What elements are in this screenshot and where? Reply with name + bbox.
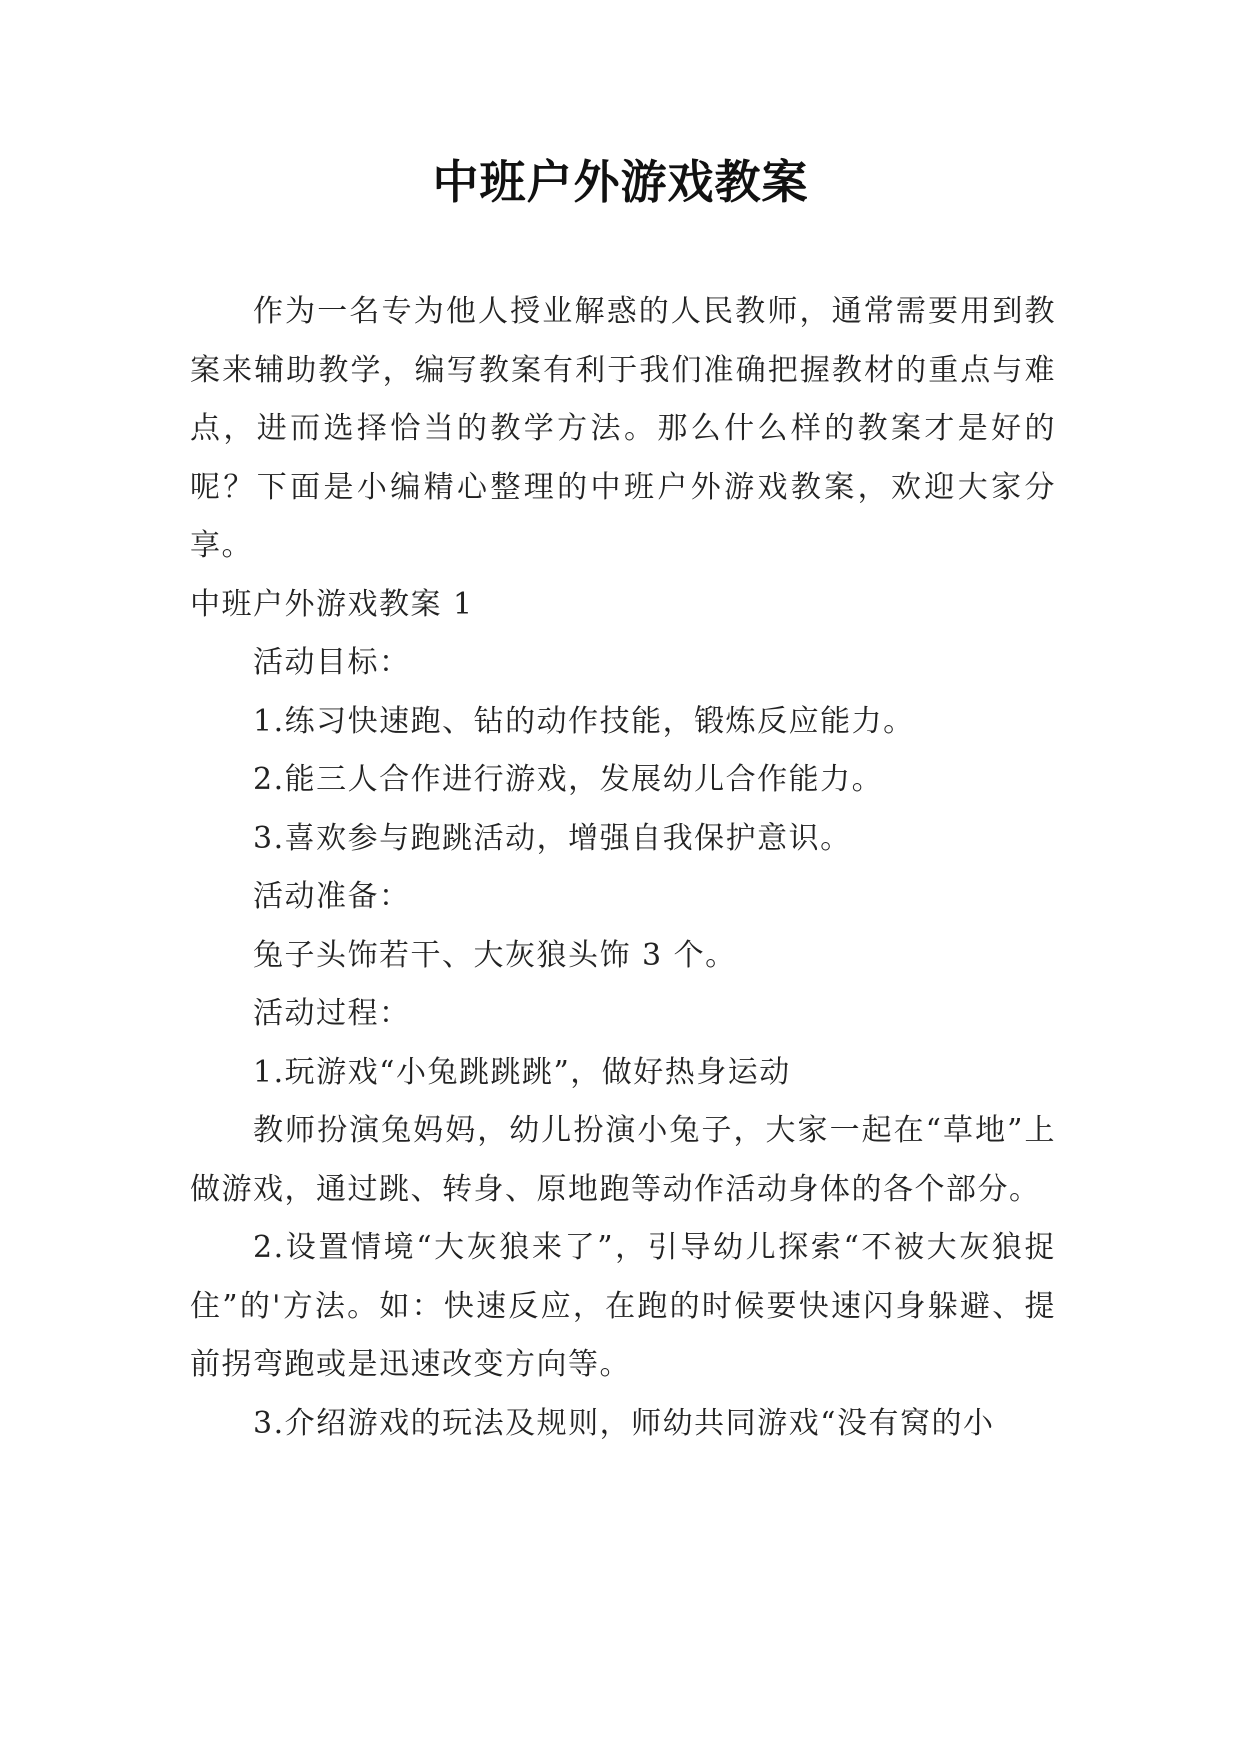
text-line: 3.喜欢参与跑跳活动，增强自我保护意识。 [253, 820, 852, 856]
text-line: 1.练习快速跑、钻的动作技能，锻炼反应能力。 [253, 703, 915, 739]
text-line: 活动过程： [253, 996, 411, 1031]
text-line: 兔子头饰若干、大灰狼头饰 3 个。 [253, 937, 737, 973]
text-line: 2.能三人合作进行游戏，发展幼儿合作能力。 [253, 762, 884, 797]
text-line: 1.玩游戏“小兔跳跳跳”，做好热身运动 [253, 1054, 791, 1090]
text-line: 活动目标： [253, 645, 411, 680]
document-body [190, 283, 1056, 1453]
intro-paragraph: 作为一名专为他人授业解惑的人民教师，通常需要用到教案来辅助教学，编写教案有利于我们准确把握教材的重点与难点，进而选择恰当的教学方法。那么什么样的教案才是好的呢？下面是小编精心整理的中班户外游戏教案，欢迎大家分享。 [190, 294, 1056, 563]
body-paragraph: 2.设置情境“大灰狼来了”，引导幼儿探索“不被大灰狼捉住”的'方法。如：快速反应，在跑的时候要快速闪身躲避、提前拐弯跑或是迅速改变方向等。 [190, 1230, 1056, 1382]
section-heading: 中班户外游戏教案 1 [190, 586, 474, 622]
text-line: 活动准备： [253, 879, 411, 914]
body-paragraph: 3.介绍游戏的玩法及规则，师幼共同游戏“没有窝的小 [253, 1405, 995, 1441]
body-paragraph: 教师扮演兔妈妈，幼儿扮演小兔子，大家一起在“草地”上做游戏，通过跳、转身、原地跑等动作活动身体的各个部分。 [190, 1113, 1056, 1207]
document-title: 中班户外游戏教案 [432, 155, 809, 209]
